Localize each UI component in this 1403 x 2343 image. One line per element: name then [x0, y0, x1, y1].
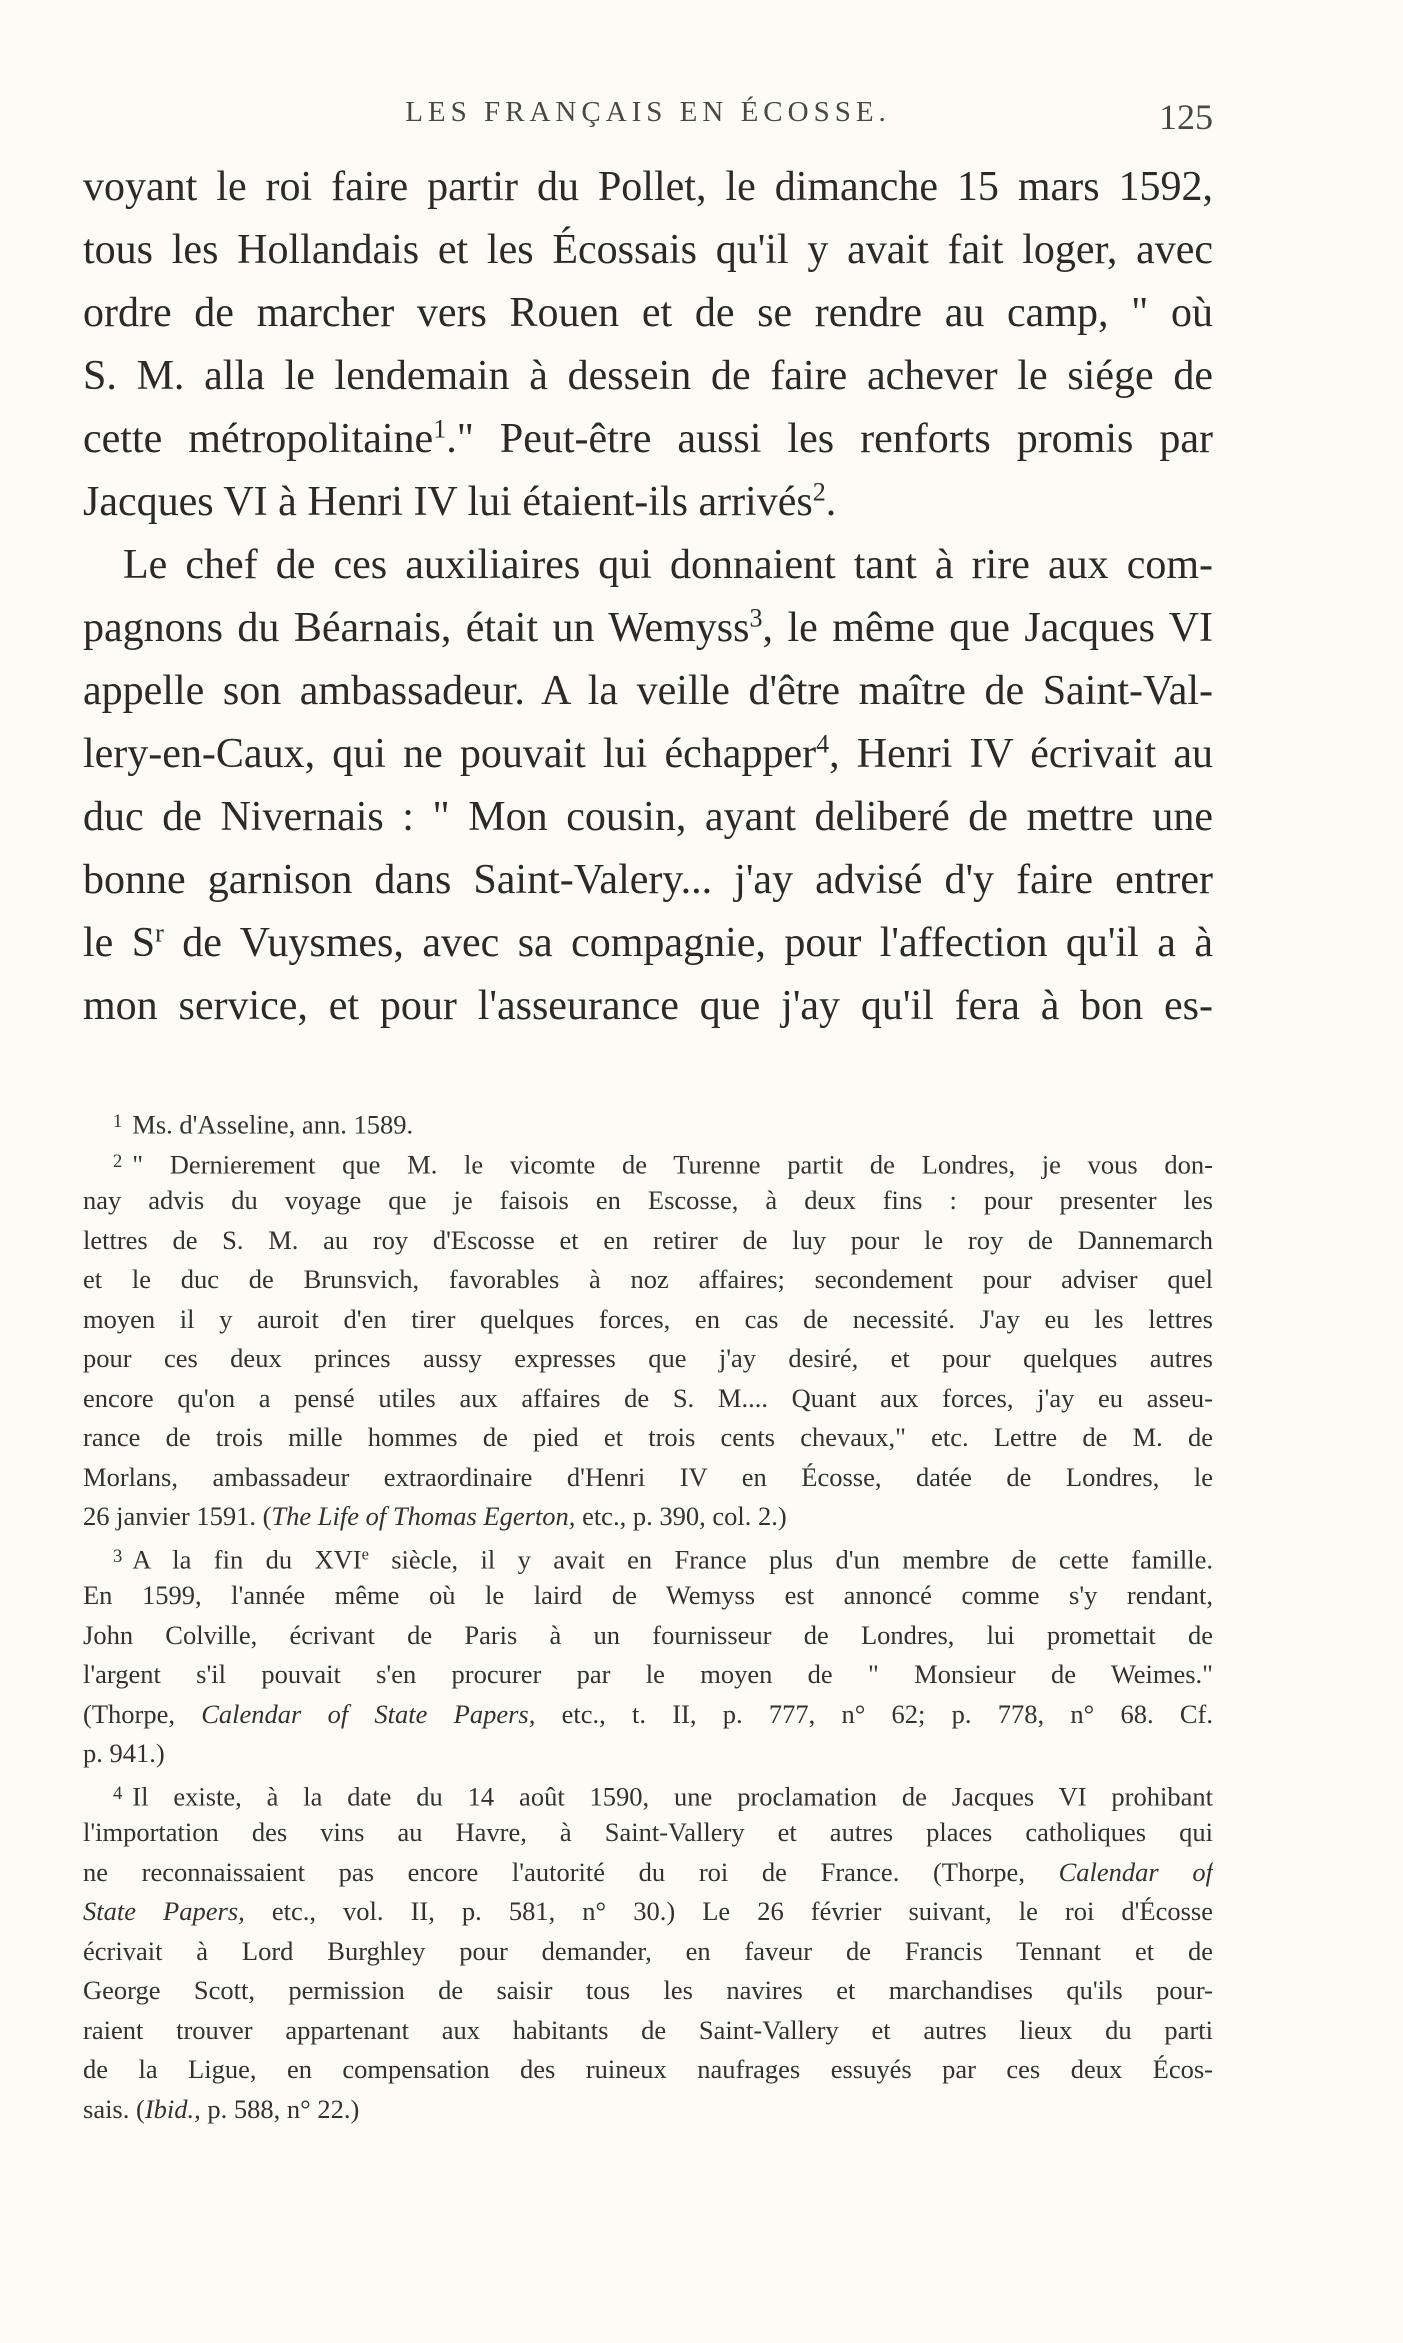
book-title: Calendar of [1058, 1856, 1213, 1887]
text-segment: 26 janvier 1591. ( [83, 1501, 272, 1531]
footnote-line: et le duc de Brunsvich, favorables à noz affaires; secondement pour adviser quel [83, 1264, 1213, 1294]
text-line: Le chef de ces auxiliaires qui donnaient tant à rire aux com- [123, 542, 1213, 588]
text-line [83, 408, 1213, 471]
text-segment: , Henri IV écrivait au [829, 731, 1213, 777]
footnotes [83, 1102, 1213, 2129]
text-line: duc de Nivernais : " Mon cousin, ayant deliberé de mettre une [83, 794, 1213, 840]
footnote-line: John Colville, écrivant de Paris à un fournisseur de Londres, lui promettait de [83, 1619, 1213, 1650]
text-line [83, 912, 1213, 975]
footnote-line: p. 941.) [83, 1738, 165, 1768]
superscript: r [155, 918, 164, 948]
text-segment: ne reconnaissaient pas encore l'autorité du roi de France. (Thorpe, [83, 1856, 1059, 1887]
text-line [83, 597, 1213, 660]
footnote-line [83, 1497, 1213, 1537]
footnote-text: Il existe, à la date du 14 août 1590, une proclamation de Jacques VI prohibant [132, 1780, 1213, 1811]
footnote-line: lettres de S. M. au roy d'Escosse et en retirer de luy pour le roy de Dannemarch [83, 1224, 1213, 1255]
footnote-line: raient trouver appartenant aux habitants de Saint-Vallery et autres lieux du parti [83, 2014, 1213, 2045]
book-title: State Papers, [83, 1896, 245, 1926]
footnote-ref-4: 4 [816, 729, 830, 759]
text-segment: Jacques VI à Henri IV lui étaient-ils arrivés [83, 479, 813, 525]
footnote-2 [83, 1142, 1213, 1182]
page-number: 125 [1159, 97, 1213, 137]
footnote-ref-3: 3 [749, 603, 763, 633]
footnote-text: Ms. d'Asseline, ann. 1589. [132, 1109, 414, 1140]
footnote-1 [83, 1102, 1213, 1142]
text-line: ordre de marcher vers Rouen et de se rendre au camp, " où [83, 290, 1213, 336]
superscript: e [361, 1543, 369, 1563]
text-segment: ." Peut-être aussi les renforts promis par [446, 416, 1213, 462]
text-segment: , le même que Jacques VI [762, 605, 1213, 651]
footnote-mark: 1 [113, 1111, 123, 1132]
text-line: voyant le roi faire partir du Pollet, le dimanche 15 mars 1592, [83, 164, 1213, 210]
footnote-text: " Dernierement que M. le vicomte de Turenne partit de Londres, je vous don- [132, 1148, 1213, 1179]
footnote-line [83, 2090, 1213, 2130]
footnote-line: Morlans, ambassadeur extraordinaire d'Henri IV en Écosse, datée de Londres, le [83, 1461, 1213, 1492]
text-line: bonne garnison dans Saint-Valery... j'ay advisé d'y faire entrer [83, 857, 1213, 903]
text-segment: lery-en-Caux, qui ne pouvait lui échapper [83, 731, 817, 777]
text-segment: siècle, il y avait en France plus d'un membre de cette famille. [368, 1543, 1213, 1574]
text-segment: etc., vol. II, p. 581, n° 30.) Le 26 février suivant, le roi d'Écosse [244, 1896, 1213, 1926]
footnote-line [83, 1892, 1213, 1932]
footnote-line: l'importation des vins au Havre, à Saint-Vallery et autres places catholiques qui [83, 1817, 1213, 1847]
footnote-line: encore qu'on a pensé utiles aux affaires de S. M.... Quant aux forces, j'ay eu asseu- [83, 1382, 1213, 1413]
text-line [83, 723, 1213, 786]
footnote-line: nay advis du voyage que je faisois en Escosse, à deux fins : pour presenter les [83, 1185, 1213, 1215]
text-line: tous les Hollandais et les Écossais qu'il y avait fait loger, avec [83, 227, 1213, 273]
main-text [83, 156, 1213, 1038]
text-segment: pagnons du Béarnais, était un Wemyss [83, 605, 750, 651]
running-title: LES FRANÇAIS EN ÉCOSSE. [405, 96, 891, 128]
book-title: Calendar of State Papers, [201, 1698, 536, 1729]
book-title: Ibid., [144, 2093, 201, 2124]
text-segment: . [825, 479, 837, 525]
footnote-line: écrivait à Lord Burghley pour demander, en faveur de Francis Tennant et de [83, 1935, 1213, 1966]
text-segment: p. 588, n° 22.) [200, 2093, 360, 2124]
footnote-line: rance de trois mille hommes de pied et trois cents chevaux," etc. Lettre de M. de [83, 1422, 1213, 1452]
footnote-line: l'argent s'il pouvait s'en procurer par le moyen de " Monsieur de Weimes." [83, 1659, 1213, 1689]
text-segment: etc., p. 390, col. 2.) [575, 1501, 787, 1531]
footnote-line: de la Ligue, en compensation des ruineux naufrages essuyés par ces deux Écos- [83, 2054, 1213, 2084]
footnote-line: moyen il y auroit d'en tirer quelques forces, en cas de necessité. J'ay eu les lettres [83, 1303, 1213, 1334]
text-segment: cette métropolitaine [83, 416, 434, 462]
text-segment: (Thorpe, [83, 1698, 202, 1729]
footnote-3 [83, 1537, 1213, 1577]
footnote-line: pour ces deux princes aussy expresses que j'ay desiré, et pour quelques autres [83, 1343, 1213, 1373]
footnote-mark: 3 [113, 1545, 123, 1567]
footnote-line: George Scott, permission de saisir tous les navires et marchandises qu'ils pour- [83, 1975, 1213, 2005]
text-segment: etc., t. II, p. 777, n° 62; p. 778, n° 68. Cf. [535, 1698, 1213, 1729]
text-line: S. M. alla le lendemain à dessein de faire achever le siége de [83, 353, 1213, 399]
footnote-mark: 4 [113, 1782, 123, 1804]
footnote-mark: 2 [113, 1150, 123, 1172]
text-segment: de Vuysmes, avec sa compagnie, pour l'affection qu'il a à [163, 920, 1213, 966]
text-segment: sais. ( [83, 2093, 145, 2124]
running-head [83, 96, 1213, 140]
book-title: The Life of Thomas Egerton, [271, 1501, 576, 1531]
footnote-4 [83, 1774, 1213, 1814]
text-segment: le S [83, 920, 156, 966]
footnote-line [83, 1853, 1213, 1893]
footnote-ref-2: 2 [812, 477, 826, 507]
footnote-line: En 1599, l'année même où le laird de Wemyss est annoncé comme s'y rendant, [83, 1580, 1213, 1610]
footnote-line [83, 1695, 1213, 1735]
text-segment: A la fin du XVI [132, 1543, 362, 1574]
text-line [83, 471, 1213, 534]
footnote-ref-1: 1 [433, 414, 447, 444]
text-line: appelle son ambassadeur. A la veille d'être maître de Saint-Val- [83, 668, 1213, 714]
text-line: mon service, et pour l'asseurance que j'ay qu'il fera à bon es- [83, 983, 1213, 1029]
